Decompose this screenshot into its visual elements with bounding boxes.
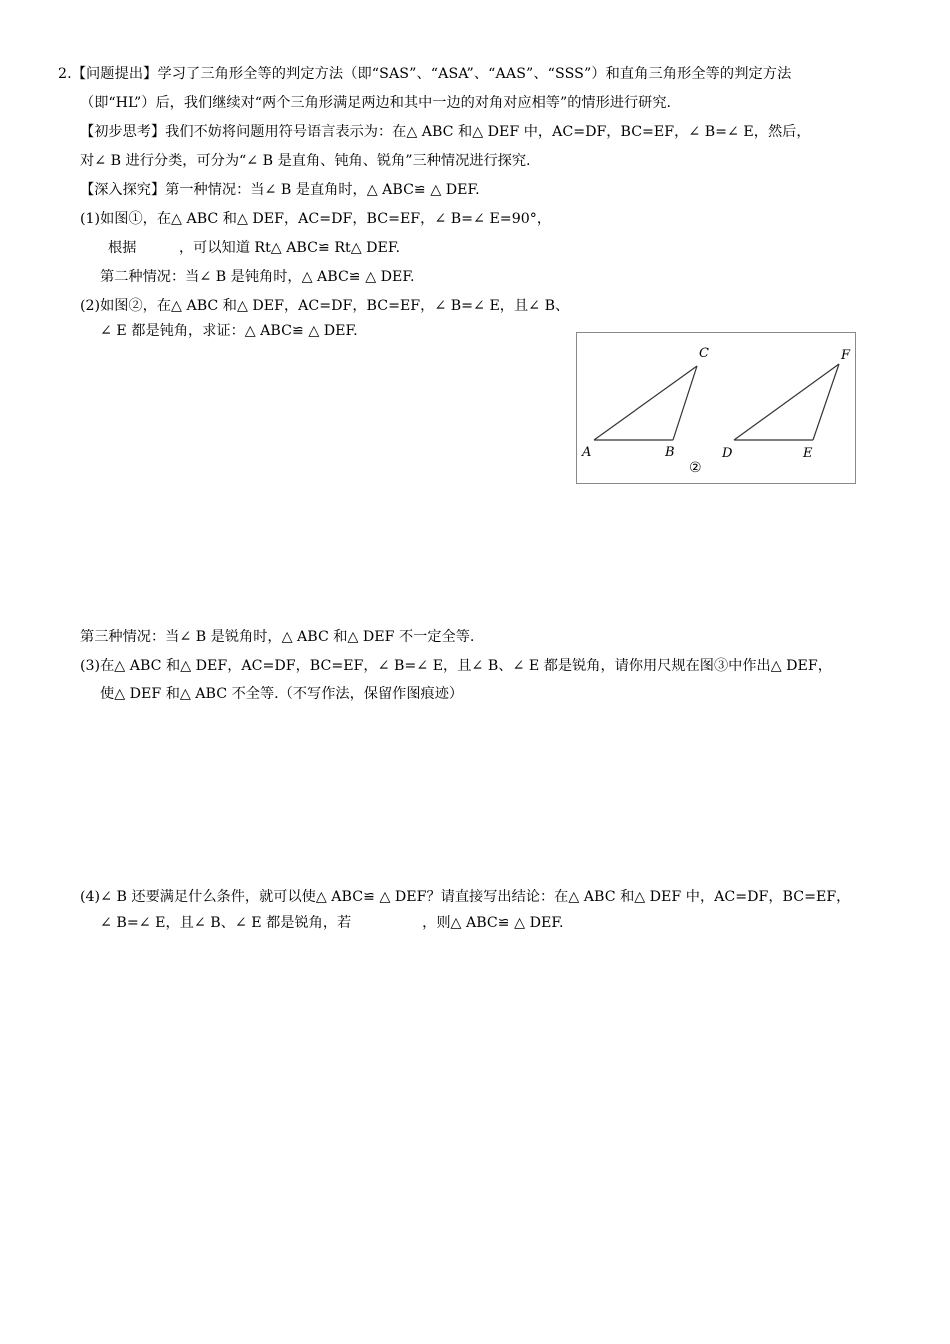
label-f: F [841, 348, 851, 363]
text-line: 第三种情况：当∠ B 是锐角时，△ ABC 和△ DEF 不一定全等. [80, 629, 475, 645]
text-line: ∠ E 都是钝角，求证：△ ABC≌ △ DEF. [100, 323, 358, 339]
text-line: 【初步思考】我们不妨将问题用符号语言表示为：在△ ABC 和△ DEF 中，AC=DF，BC=EF，∠ B=∠ E，然后， [80, 124, 811, 140]
figure-2 [576, 332, 856, 484]
text-line: 2.【问题提出】学习了三角形全等的判定方法（即“SAS”、“ASA”、“AAS”、“SSS”）和直角三角形全等的判定方法 [58, 66, 792, 82]
text-line: ∠ B=∠ E，且∠ B、∠ E 都是锐角，若 ，则△ ABC≌ △ DEF. [100, 915, 564, 931]
triangles-diagram [577, 333, 855, 483]
label-e: E [803, 446, 813, 461]
text-line: 【深入探究】第一种情况：当∠ B 是直角时，△ ABC≌ △ DEF. [80, 182, 480, 198]
label-d: D [722, 446, 733, 461]
text-line: (2)如图②，在△ ABC 和△ DEF，AC=DF，BC=EF，∠ B=∠ E，且∠ B、 [80, 298, 570, 314]
label-a: A [582, 445, 592, 460]
text-line: (3)在△ ABC 和△ DEF，AC=DF，BC=EF，∠ B=∠ E，且∠ B、∠ E 都是锐角，请你用尺规在图③中作出△ DEF， [80, 658, 832, 674]
text-line: 第二种情况：当∠ B 是钝角时，△ ABC≌ △ DEF. [100, 269, 415, 285]
text-line: (4)∠ B 还要满足什么条件，就可以使△ ABC≌ △ DEF？请直接写出结论：在△ ABC 和△ DEF 中，AC=DF，BC=EF， [80, 889, 851, 905]
triangle-abc [594, 366, 697, 440]
figure-caption: ② [689, 460, 702, 476]
text-line: (1)如图①，在△ ABC 和△ DEF，AC=DF，BC=EF，∠ B=∠ E=90°， [80, 211, 552, 227]
triangle-def [734, 364, 839, 440]
text-line: 使△ DEF 和△ ABC 不全等.（不写作法，保留作图痕迹） [100, 686, 464, 702]
text-line: 对∠ B 进行分类，可分为“∠ B 是直角、钝角、锐角”三种情况进行探究. [80, 153, 531, 169]
text-line: 根据 ，可以知道 Rt△ ABC≌ Rt△ DEF. [108, 240, 401, 256]
label-b: B [665, 445, 675, 460]
label-c: C [699, 346, 709, 361]
text-line: （即“HL”）后，我们继续对“两个三角形满足两边和其中一边的对角对应相等”的情形进行研究. [80, 95, 672, 111]
